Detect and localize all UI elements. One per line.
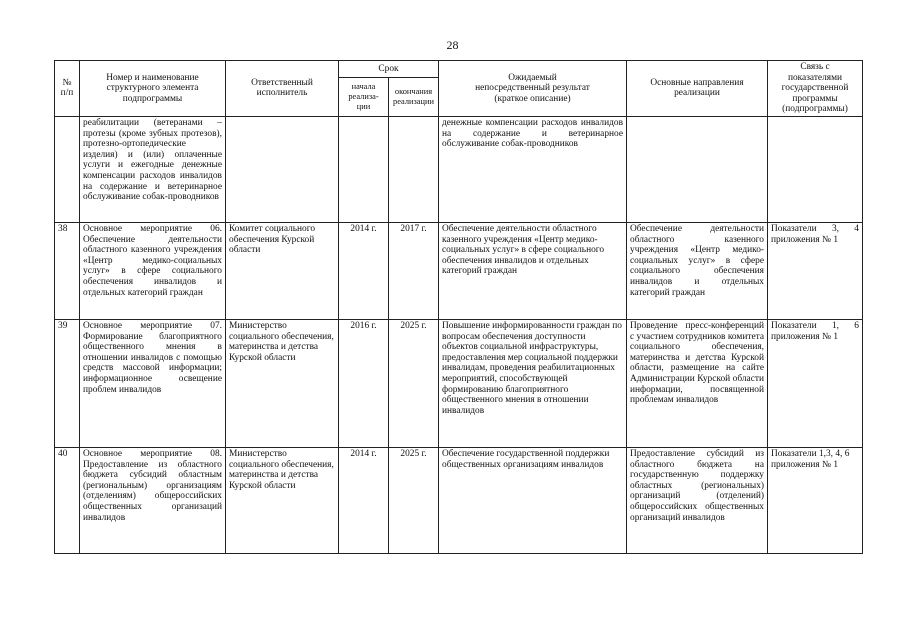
cell-directions: Проведение пресс-конференций с участием сотрудников комитета социального обеспечения, материнства и детства Курской области, размещение на сайте Администрации Курской области информации, посвященной проблемам инвалидов — [627, 319, 768, 447]
cell-link: Показатели 1,3, 4, 6 приложения № 1 — [768, 447, 863, 553]
cell-start: 2016 г. — [339, 319, 389, 447]
header-num: № п/п — [55, 61, 80, 117]
cell-responsible: Министерство социального обеспечения, материнства и детства Курской области — [226, 447, 339, 553]
header-row — [55, 61, 863, 78]
cell-start: 2014 г. — [339, 222, 389, 319]
cell-name: Основное мероприятие 07. Формирование благоприятного общественного мнения в отношении инвалидов с помощью средств массовой информации; информационное освещение проблем инвалидов — [80, 319, 226, 447]
cell-result: Обеспечение государственной поддержки общественных организациям инвалидов — [439, 447, 627, 553]
table-row — [55, 447, 863, 553]
page-number: 28 — [446, 38, 459, 52]
table-row — [55, 319, 863, 447]
header-start: начала реализа- ции — [339, 77, 389, 116]
cell-num: 38 — [55, 222, 80, 319]
cell-name: Основное мероприятие 08. Предоставление из областного бюджета субсидий областным (региональным) организациям (отделениям) общероссийских общественных организаций инвалидов — [80, 447, 226, 553]
cell-end: 2017 г. — [389, 222, 439, 319]
cell-directions: Обеспечение деятельности областного казенного учреждения «Центр медико-социальных услуг» в сфере социального обеспечения инвалидов и отдельных категорий граждан — [627, 222, 768, 319]
cell-end: 2025 г. — [389, 319, 439, 447]
cell-responsible — [226, 116, 339, 222]
program-activities-table — [54, 60, 863, 554]
header-term: Срок — [339, 61, 439, 78]
header-directions: Основные направления реализации — [627, 61, 768, 117]
cell-responsible: Министерство социального обеспечения, материнства и детства Курской области — [226, 319, 339, 447]
header-result: Ожидаемый непосредственный результат (краткое описание) — [439, 61, 627, 117]
table-row — [55, 116, 863, 222]
cell-directions: Предоставление субсидий из областного бюджета на государственную поддержку областных (региональных) организаций (отделений) общероссийских общественных организаций инвалидов — [627, 447, 768, 553]
cell-num — [55, 116, 80, 222]
cell-result: денежные компенсации расходов инвалидов на содержание и ветеринарное обслуживание собак-проводников — [439, 116, 627, 222]
cell-link: Показатели 1, 6 приложения № 1 — [768, 319, 863, 447]
header-name: Номер и наименование структурного элемента подпрограммы — [80, 61, 226, 117]
cell-link — [768, 116, 863, 222]
cell-num: 40 — [55, 447, 80, 553]
cell-start — [339, 116, 389, 222]
cell-start: 2014 г. — [339, 447, 389, 553]
table-row — [55, 222, 863, 319]
cell-name: Основное мероприятие 06. Обеспечение деятельности областного казенного учреждения «Центр медико-социальных услуг» в сфере социального обеспечения инвалидов и отдельных категорий граждан — [80, 222, 226, 319]
header-link: Связь с показателями государственной программы (подпрограммы) — [768, 61, 863, 117]
cell-num: 39 — [55, 319, 80, 447]
cell-name: реабилитации (ветеранами – протезы (кроме зубных протезов), протезно-ортопедические изделия) и (или) оплаченные услуги и ежегодные денежные компенсации расходов инвалидов на содержание и ветеринарное обслуживание собак-проводников — [80, 116, 226, 222]
cell-end — [389, 116, 439, 222]
cell-directions — [627, 116, 768, 222]
header-end: окончания реализации — [389, 77, 439, 116]
cell-responsible: Комитет социального обеспечения Курской области — [226, 222, 339, 319]
cell-end: 2025 г. — [389, 447, 439, 553]
cell-result: Обеспечение деятельности областного казенного учреждения «Центр медико-социальных услуг» в сфере социального обеспечения инвалидов и отдельных категорий граждан — [439, 222, 627, 319]
cell-link: Показатели 3, 4 приложения № 1 — [768, 222, 863, 319]
cell-result: Повышение информированности граждан по вопросам обеспечения доступности объектов социальной инфраструктуры, предоставления мер социальной поддержки инвалидам, проведения реабилитационных мероприятий, способствующей формированию благоприятного общественного мнения в отношении инвалидов — [439, 319, 627, 447]
header-responsible: Ответственный исполнитель — [226, 61, 339, 117]
